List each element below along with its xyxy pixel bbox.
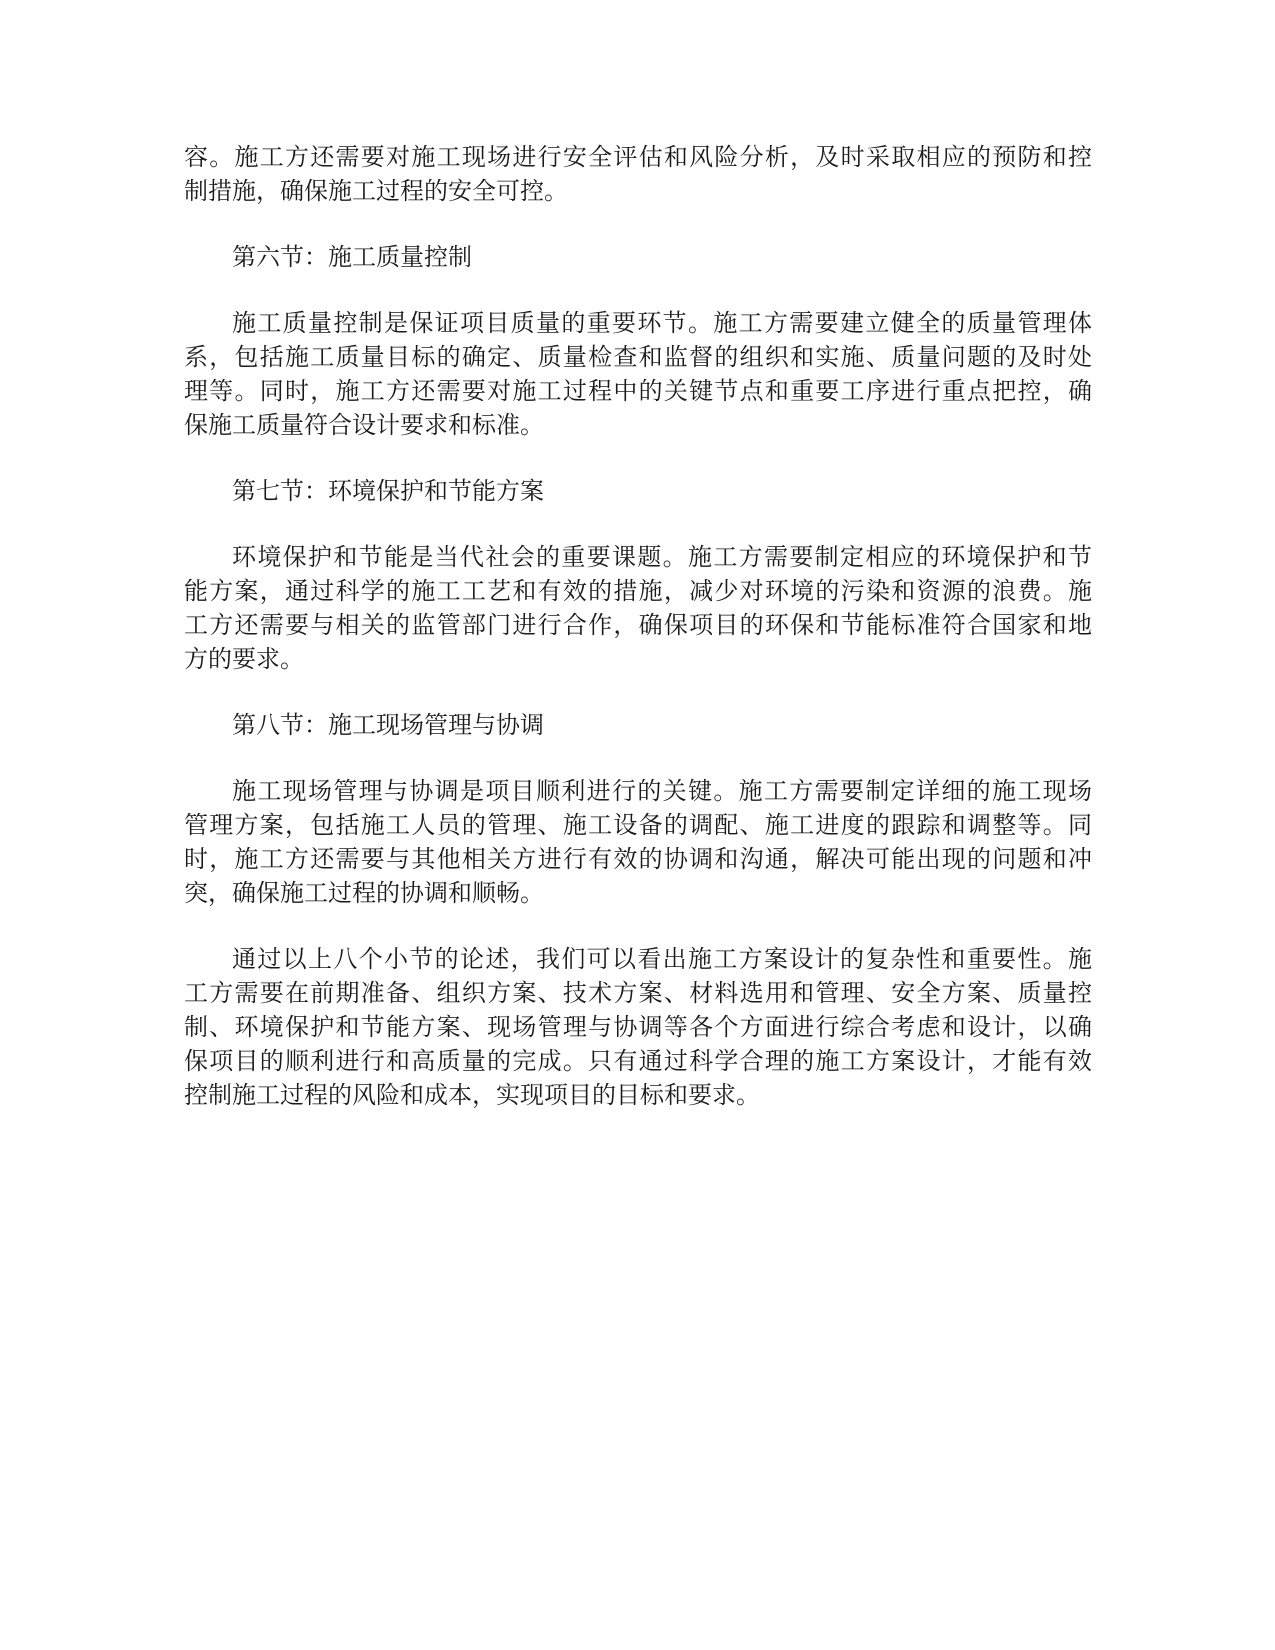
paragraph-section-7 — [184, 540, 1092, 676]
paragraph-line: 制措施，确保施工过程的安全可控。 — [184, 177, 568, 205]
paragraph-section-8 — [184, 774, 1092, 910]
paragraph-line: 施工质量控制是保证项目质量的重要环节。施工方需要建立健全的质量管理体 — [232, 309, 1092, 337]
document-body — [184, 140, 1092, 1112]
paragraph-line: 方的要求。 — [184, 645, 304, 673]
section-heading-7 — [184, 474, 1092, 508]
paragraph-line: 时，施工方还需要与其他相关方进行有效的协调和沟通，解决可能出现的问题和冲 — [184, 845, 1092, 873]
section-heading-text: 第七节：环境保护和节能方案 — [232, 477, 544, 505]
paragraph-line: 通过以上八个小节的论述，我们可以看出施工方案设计的复杂性和重要性。施 — [232, 945, 1092, 973]
paragraph-line: 工方需要在前期准备、组织方案、技术方案、材料选用和管理、安全方案、质量控 — [184, 979, 1092, 1007]
paragraph-line: 容。施工方还需要对施工现场进行安全评估和风险分析，及时采取相应的预防和控 — [184, 143, 1092, 171]
paragraph-line: 能方案，通过科学的施工工艺和有效的措施，减少对环境的污染和资源的浪费。施 — [184, 577, 1092, 605]
section-heading-8 — [184, 708, 1092, 742]
paragraph-line: 保施工质量符合设计要求和标准。 — [184, 411, 544, 439]
paragraph-section-6 — [184, 306, 1092, 442]
paragraph-line: 系，包括施工质量目标的确定、质量检查和监督的组织和实施、质量问题的及时处 — [184, 343, 1092, 371]
section-heading-text: 第六节：施工质量控制 — [232, 243, 472, 271]
paragraph-line: 控制施工过程的风险和成本，实现项目的目标和要求。 — [184, 1081, 760, 1109]
paragraph-line: 突，确保施工过程的协调和顺畅。 — [184, 879, 544, 907]
section-heading-text: 第八节：施工现场管理与协调 — [232, 711, 544, 739]
paragraph-line: 施工现场管理与协调是项目顺利进行的关键。施工方需要制定详细的施工现场 — [232, 777, 1092, 805]
paragraph-line: 环境保护和节能是当代社会的重要课题。施工方需要制定相应的环境保护和节 — [232, 543, 1092, 571]
paragraph-line: 理等。同时，施工方还需要对施工过程中的关键节点和重要工序进行重点把控，确 — [184, 377, 1092, 405]
paragraph-line: 保项目的顺利进行和高质量的完成。只有通过科学合理的施工方案设计，才能有效 — [184, 1047, 1092, 1075]
paragraph-line: 管理方案，包括施工人员的管理、施工设备的调配、施工进度的跟踪和调整等。同 — [184, 811, 1092, 839]
paragraph-conclusion — [184, 942, 1092, 1112]
section-heading-6 — [184, 240, 1092, 274]
paragraph-intro-tail — [184, 140, 1092, 208]
paragraph-line: 制、环境保护和节能方案、现场管理与协调等各个方面进行综合考虑和设计，以确 — [184, 1013, 1092, 1041]
paragraph-line: 工方还需要与相关的监管部门进行合作，确保项目的环保和节能标准符合国家和地 — [184, 611, 1092, 639]
